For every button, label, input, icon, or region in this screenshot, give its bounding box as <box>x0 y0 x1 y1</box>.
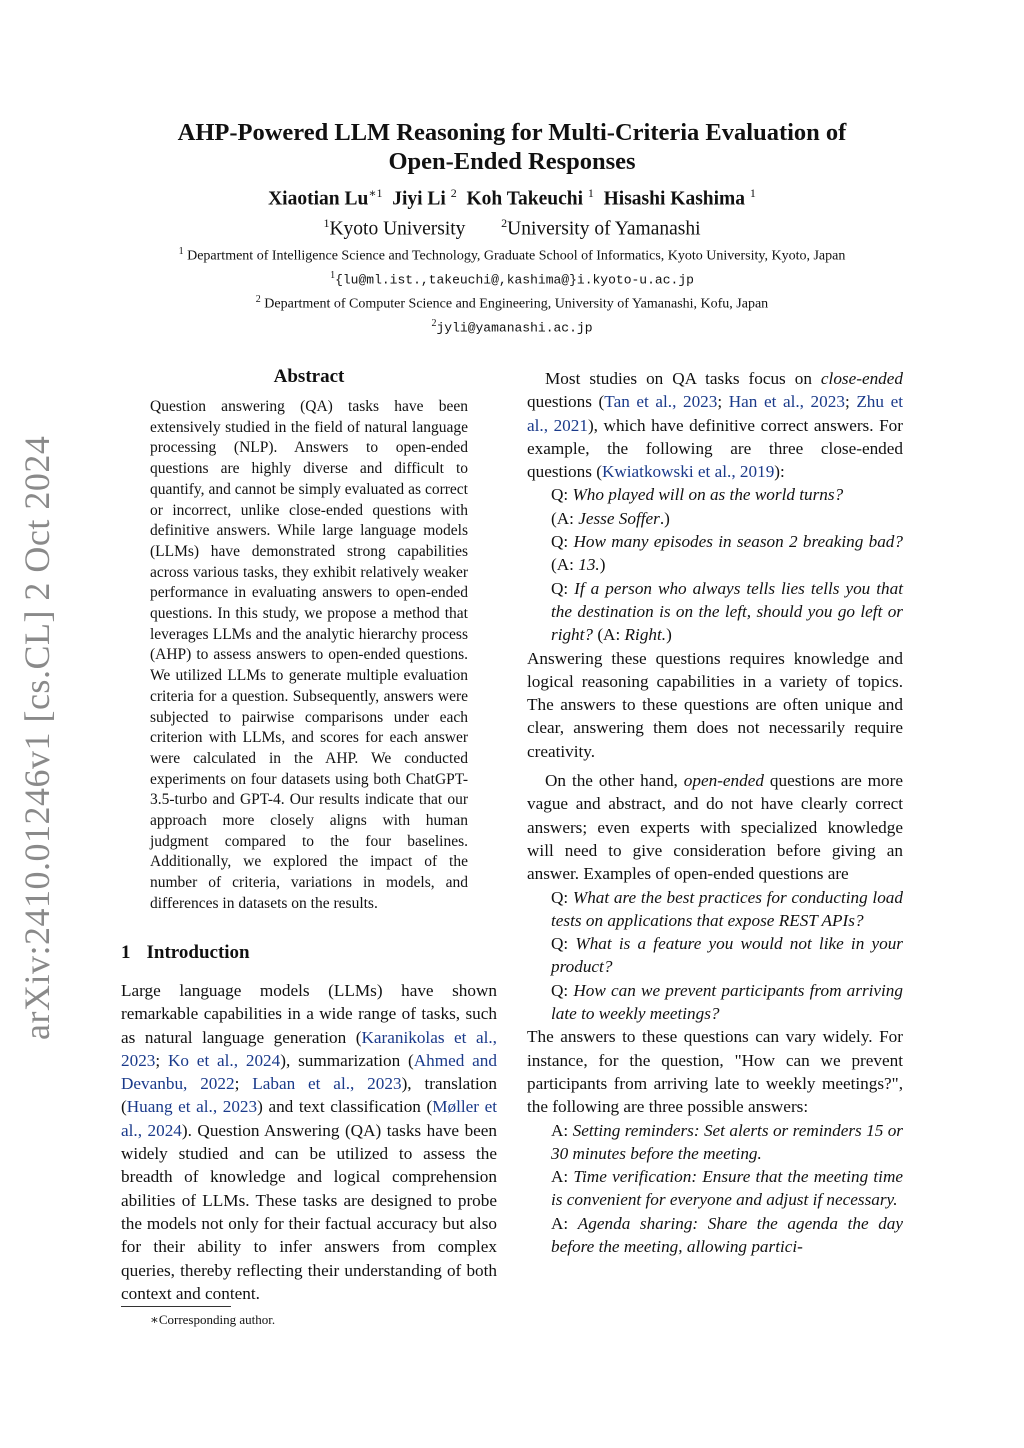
uni-sup: 2 <box>501 216 508 230</box>
title-line-1: AHP-Powered LLM Reasoning for Multi-Criteria Evaluation of <box>177 119 847 146</box>
affiliation-2: $^2$ Department of Computer Science and Engineering, University of Yamanashi, Kofu, Japan <box>255 294 769 312</box>
citation-link[interactable]: Ahmed and Devanbu, 2022 <box>121 1050 497 1094</box>
example-question: Q: How many episodes in season 2 breaking bad? (A: 13.) <box>551 532 903 575</box>
footnote-rule <box>121 1306 231 1307</box>
example-question: Q: Who played will on as the world turns? <box>551 485 844 505</box>
email-text[interactable]: jyli@yamanashi.ac.jp <box>436 320 593 336</box>
author-name: Hisashi Kashima <box>603 188 746 210</box>
email-1: $^1${lu@ml.ist.,takeuchi@,kashima@}i.kyoto-u.ac.jp <box>330 270 694 288</box>
affiliation-text: Department of Computer Science and Engineering, University of Yamanashi, Kofu, Japan <box>264 296 769 312</box>
author-sup: 1 <box>749 186 756 200</box>
right-column <box>527 367 903 1258</box>
citation-link[interactable]: Karanikolas et al., 2023 <box>121 1027 497 1070</box>
introduction-paragraph: Large language models (LLMs) have shown remarkable capabilities in a wide range of tasks, such as natural language generation (Karanikolas et al., 2023; Ko et al., 2024), summarization (Ahmed and Devanbu, 2022; Laban et al., 2023), translation (Huang et al., 2023) and text classification (Møller et al., 2024). Question Answering (QA) tasks have been widely studied and can be utilized to assess the breadth of knowledge and logical comprehension abilities of LLMs. These tasks are designed to probe the models not only for their factual accuracy but also for their ability to infer answers from complex queries, thereby reflecting their understanding of both context and content. <box>121 981 498 1303</box>
footnote: ∗Corresponding author. <box>150 1312 276 1327</box>
example-answer: A: Setting reminders: Set alerts or reminders 15 or 30 minutes before the meeting. <box>551 1120 904 1163</box>
author-list <box>0 186 1024 211</box>
citation-link[interactable]: Ko et al., 2024 <box>167 1050 281 1070</box>
section-heading-introduction <box>121 942 266 964</box>
university-list <box>0 216 1024 241</box>
author-sup: 1 <box>587 186 594 200</box>
citation-link[interactable]: Zhu et al., 2021 <box>527 392 903 435</box>
title-line-2: Open-Ended Responses <box>388 148 636 175</box>
paragraph-answers-vary: The answers to these questions can vary widely. For instance, for the question, "How can we prevent participants from arriving late to weekly meetings?", the following are three possible answers: <box>527 1027 903 1117</box>
paragraph-close-ended-discussion: Answering these questions requires knowledge and logical reasoning capabilities in a variety of topics. The answers to these questions are often unique and clear, answering them does not necessarily require creativity. <box>527 648 903 761</box>
abstract-heading: Abstract <box>273 366 345 387</box>
uni-sup: 1 <box>323 216 330 230</box>
citation-link[interactable]: Laban et al., 2023 <box>252 1074 402 1094</box>
author-name: Xiaotian Lu <box>268 188 369 210</box>
example-question: Q: What are the best practices for conducting load tests on applications that expose REST APIs? <box>551 887 903 930</box>
paragraph-close-ended: Most studies on QA tasks focus on close-ended questions (Tan et al., 2023; Han et al., 2023; Zhu et al., 2021), which have definitive correct answers. For example, the following are three close-ended questions (Kwiatkowski et al., 2019): <box>527 369 903 482</box>
citation-link[interactable]: Møller et al., 2024 <box>121 1097 497 1140</box>
citation-link[interactable]: Kwiatkowski et al., 2019 <box>601 462 775 482</box>
example-question: Q: How can we prevent participants from arriving late to weekly meetings? <box>551 980 903 1024</box>
email-text[interactable]: {lu@ml.ist.,takeuchi@,kashima@}i.kyoto-u.ac.jp <box>335 272 694 288</box>
citation-link[interactable]: Huang et al., 2023 <box>126 1097 258 1117</box>
example-answer: A: Agenda sharing: Share the agenda the day before the meeting, allowing partici- <box>551 1213 904 1256</box>
paragraph-open-ended: On the other hand, open-ended questions are more vague and abstract, and do not have clearly correct answers; even experts with specialized knowledge will need to give consideration before giving an answer. Examples of open-ended questions are <box>527 771 904 884</box>
affiliation-text: Department of Intelligence Science and Technology, Graduate School of Informatics, Kyoto University, Kyoto, Japan <box>187 248 846 264</box>
university-name: Kyoto University <box>329 218 466 240</box>
abstract-body: Question answering (QA) tasks have been extensively studied in the field of natural language processing (NLP). Answers to open-ended questions are highly diverse and difficult to quantify, and cannot be simply evaluated as correct or incorrect, unlike close-ended questions with definitive answers. While large language models (LLMs) have demonstrated strong capabilities across various tasks, they exhibit relatively weaker performance in evaluating answers to open-ended questions. In this study, we propose a method that leverages LLMs and the analytic hierarchy process (AHP) to assess answers to open-ended questions. We utilized LLMs to generate multiple evaluation criteria for a question. Subsequently, answers were subjected to pairwise comparisons under each criterion with LLMs, and scores for each answer were calculated in the AHP. We conducted experiments on four datasets using both ChatGPT-3.5-turbo and GPT-4. Our results indicate that our approach more closely aligns with human judgment compared to the four baselines. Additionally, we explored the impact of the number of criteria, variations in models, and differences in datasets on the results. <box>150 398 468 912</box>
author-sup: 2 <box>450 186 457 200</box>
citation-link[interactable]: Han et al., 2023 <box>728 392 845 412</box>
author-sup: ∗1 <box>368 186 383 200</box>
author-name: Jiyi Li <box>392 188 446 210</box>
section-title: Introduction <box>146 942 250 963</box>
example-answer: (A: Jesse Soffer.) <box>551 508 670 528</box>
example-question: Q: If a person who always tells lies tells you that the destination is on the left, should you go left or right? (A: Right.) <box>551 578 904 645</box>
arxiv-identifier: arXiv:2410.01246v1 [cs.CL] 2 Oct 2024 <box>17 435 57 1040</box>
affiliation-1: $^1$ Department of Intelligence Science and Technology, Graduate School of Informatics, Kyoto University, Kyoto, Japan <box>178 246 846 264</box>
email-2: $^2$jyli@yamanashi.ac.jp <box>431 318 593 336</box>
citation-link[interactable]: Tan et al., 2023 <box>604 392 718 412</box>
example-question: Q: What is a feature you would not like in your product? <box>551 934 903 977</box>
paper-title <box>0 118 1024 176</box>
section-number: 1 <box>121 942 131 963</box>
university-name: University of Yamanashi <box>507 218 701 240</box>
author-name: Koh Takeuchi <box>466 188 583 210</box>
example-answer: A: Time verification: Ensure that the meeting time is convenient for everyone and adjust if necessary. <box>551 1167 903 1210</box>
